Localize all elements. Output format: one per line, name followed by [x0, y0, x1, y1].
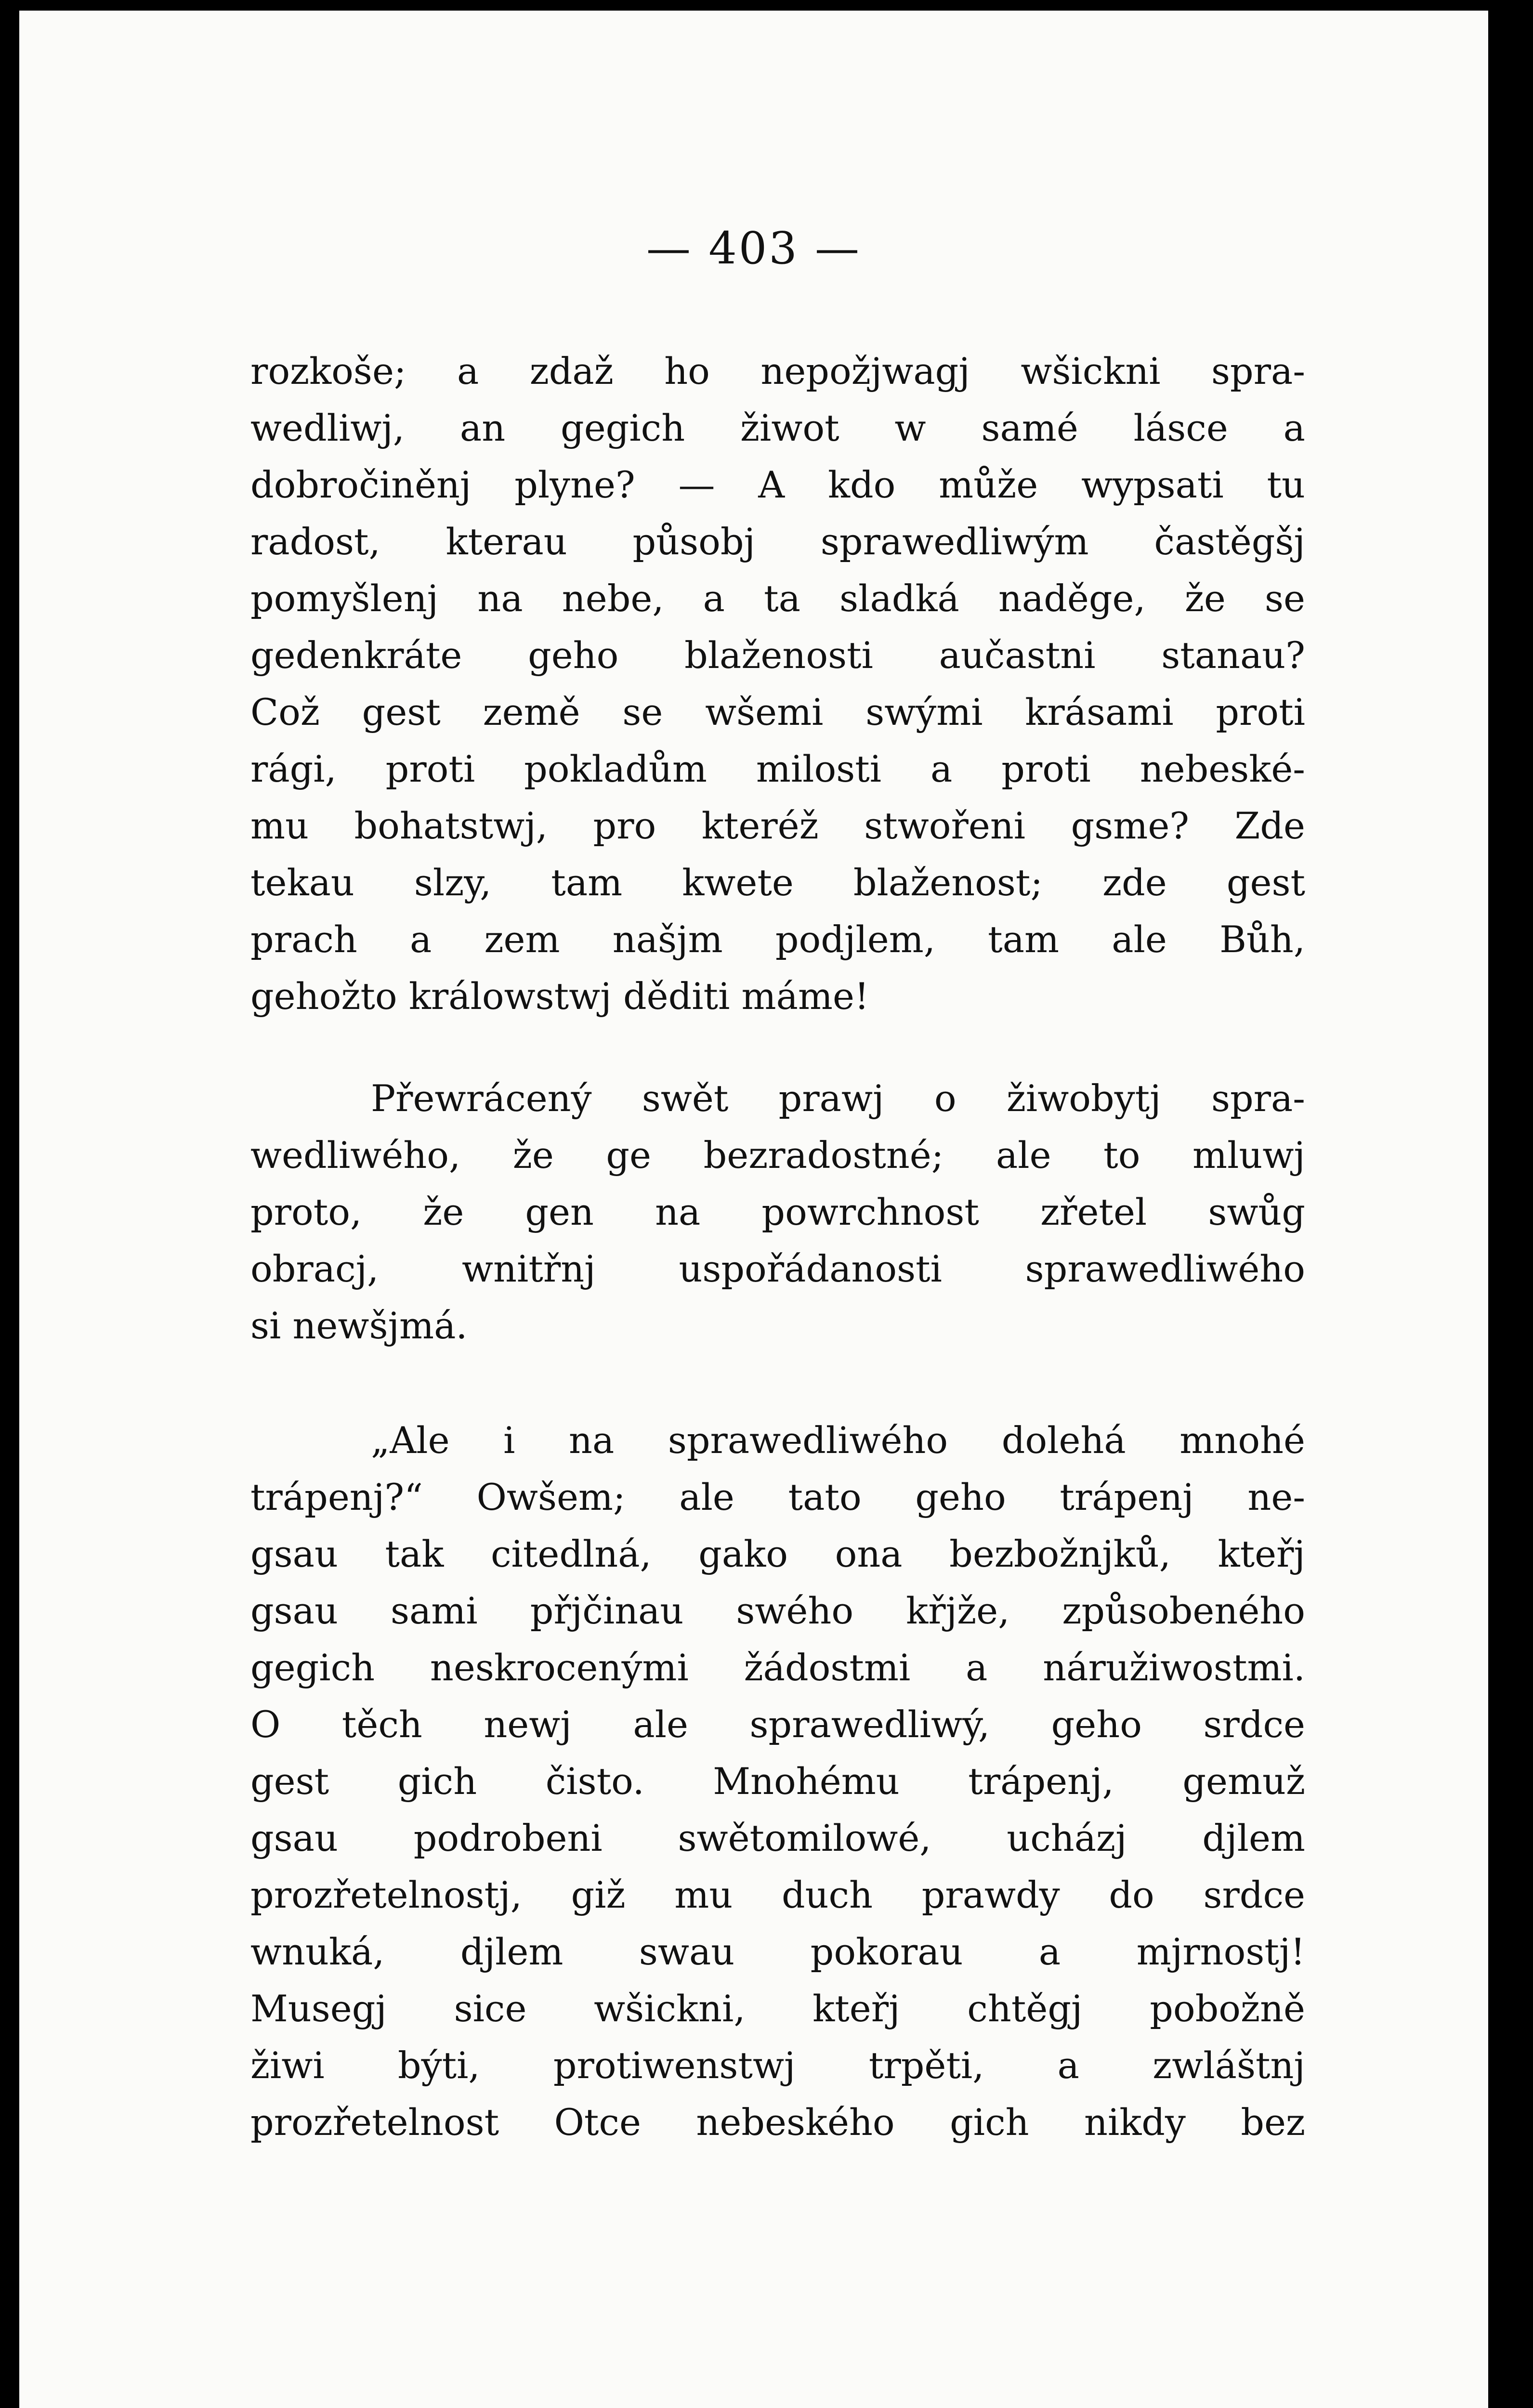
paragraph-1	[250, 343, 1305, 1025]
text-line: prozřetelnost Otce nebeského gich nikdy bez	[250, 2101, 1305, 2144]
text-line: mu bohatstwj, pro kteréž stwořeni gsme? Zde	[250, 804, 1305, 847]
text-line: wnuká, djlem swau pokorau a mjrnostj!	[250, 1930, 1305, 1973]
text-line: žiwi býti, protiwenstwj trpěti, a zwláštnj	[250, 2044, 1305, 2087]
text-line: Přewrácený swět prawj o žiwobytj spra-	[371, 1077, 1305, 1120]
text-line: gsau sami přjčinau swého křjže, způsobeného	[250, 1589, 1305, 1632]
paragraph-2	[250, 1070, 1305, 1354]
text-line: prach a zem našjm podjlem, tam ale Bůh,	[250, 918, 1305, 961]
text-line: pomyšlenj na nebe, a ta sladká naděge, že se	[250, 577, 1305, 620]
text-line: gsau tak citedlná, gako ona bezbožnjků, kteřj	[250, 1532, 1305, 1575]
text-line: „Ale i na sprawedliwého dolehá mnohé	[371, 1419, 1305, 1462]
text-line: Musegj sice wšickni, kteřj chtěgj pobožně	[250, 1987, 1305, 2030]
text-line: gsau podrobeni swětomilowé, ucházj djlem	[250, 1817, 1305, 1859]
text-line: dobročiněnj plyne? — A kdo může wypsati tu	[250, 463, 1305, 506]
text-line: gest gich čisto. Mnohému trápenj, gemuž	[250, 1760, 1305, 1803]
text-line: Což gest země se wšemi swými krásami proti	[250, 691, 1305, 733]
text-line: gehožto králowstwj děditi máme!	[250, 975, 869, 1018]
paragraph-3	[250, 1412, 1305, 2151]
text-line: prozřetelnostj, giž mu duch prawdy do srdce	[250, 1873, 1305, 1916]
text-line: gegich neskrocenými žádostmi a náružiwostmi.	[250, 1646, 1305, 1689]
text-line: O těch newj ale sprawedliwý, geho srdce	[250, 1703, 1305, 1746]
text-line: gedenkráte geho blaženosti aučastni stanau?	[250, 634, 1305, 677]
text-line: wedliwj, an gegich žiwot w samé lásce a	[250, 406, 1305, 449]
text-line: tekau slzy, tam kwete blaženost; zde gest	[250, 861, 1305, 904]
text-line: radost, kterau působj sprawedliwým častěgšj	[250, 520, 1305, 563]
text-line: wedliwého, že ge bezradostné; ale to mluwj	[250, 1134, 1305, 1177]
page-number: — 403 —	[646, 222, 862, 274]
text-line: proto, že gen na powrchnost zřetel swůg	[250, 1191, 1305, 1233]
text-line: trápenj?“ Owšem; ale tato geho trápenj ne-	[250, 1476, 1305, 1518]
book-page	[19, 11, 1488, 2408]
text-line: rozkoše; a zdaž ho nepožjwagj wšickni spra-	[250, 350, 1305, 393]
text-line: obracj, wnitřnj uspořádanosti sprawedliwého	[250, 1247, 1305, 1290]
text-line: si newšjmá.	[250, 1304, 468, 1347]
text-line: rági, proti pokladům milosti a proti nebeské-	[250, 747, 1305, 790]
